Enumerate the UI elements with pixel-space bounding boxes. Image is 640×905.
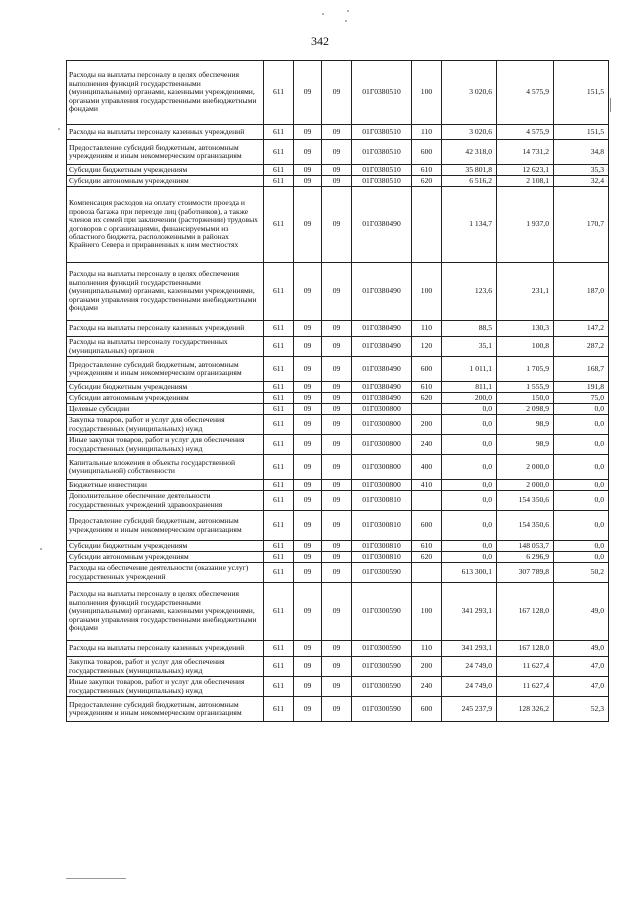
- cell-amount-plan: 811,1: [442, 382, 497, 393]
- cell-target-article: 01Г0300800: [352, 480, 412, 491]
- cell-amount-actual: 2 000,0: [497, 455, 554, 480]
- cell-expense-type: 100: [412, 263, 442, 321]
- cell-amount-plan: 1 011,1: [442, 357, 497, 382]
- cell-expense-type: 620: [412, 552, 442, 563]
- cell-percent: 49,0: [554, 583, 609, 641]
- table-row: [67, 455, 609, 480]
- cell-ved-code: 611: [264, 677, 294, 697]
- cell-target-article: 01Г0300590: [352, 583, 412, 641]
- table-row: [67, 321, 609, 337]
- cell-expense-type: 600: [412, 511, 442, 541]
- table-row: [67, 393, 609, 404]
- cell-section-code: 09: [294, 357, 322, 382]
- table-row: [67, 511, 609, 541]
- cell-subsection-code: 09: [322, 552, 352, 563]
- cell-amount-plan: 35 801,8: [442, 165, 497, 176]
- cell-amount-plan: 0,0: [442, 511, 497, 541]
- cell-amount-plan: 35,1: [442, 337, 497, 357]
- cell-expense-type: 610: [412, 541, 442, 552]
- cell-subsection-code: 09: [322, 263, 352, 321]
- cell-percent: 0,0: [554, 541, 609, 552]
- cell-section-code: 09: [294, 187, 322, 263]
- row-name: Капитальные вложения в объекты государственной (муниципальной) собственности: [67, 455, 264, 480]
- row-name: Расходы на выплаты персоналу в целях обеспечения выполнения функций государственными (муниципальными) органами, казенными учреждениями, органами управления государственными внебюджетными фондами: [67, 263, 264, 321]
- cell-subsection-code: 09: [322, 641, 352, 657]
- cell-ved-code: 611: [264, 393, 294, 404]
- table-row: [67, 435, 609, 455]
- cell-subsection-code: 09: [322, 480, 352, 491]
- cell-expense-type: 620: [412, 176, 442, 187]
- cell-amount-actual: 1 555,9: [497, 382, 554, 393]
- cell-subsection-code: 09: [322, 321, 352, 337]
- cell-subsection-code: 09: [322, 61, 352, 125]
- cell-target-article: 01Г0380510: [352, 125, 412, 140]
- table-row: [67, 677, 609, 697]
- cell-target-article: 01Г0380510: [352, 61, 412, 125]
- cell-percent: 147,2: [554, 321, 609, 337]
- cell-ved-code: 611: [264, 176, 294, 187]
- cell-subsection-code: 09: [322, 187, 352, 263]
- cell-amount-actual: 98,9: [497, 435, 554, 455]
- cell-target-article: 01Г0300810: [352, 552, 412, 563]
- table-row: [67, 491, 609, 511]
- cell-target-article: 01Г0380490: [352, 187, 412, 263]
- cell-section-code: 09: [294, 393, 322, 404]
- cell-expense-type: 200: [412, 657, 442, 677]
- cell-ved-code: 611: [264, 263, 294, 321]
- row-name: Расходы на выплаты персоналу казенных учреждений: [67, 125, 264, 140]
- margin-mark: [610, 98, 611, 112]
- row-name: Иные закупки товаров, работ и услуг для обеспечения государственных (муниципальных) нужд: [67, 435, 264, 455]
- cell-ved-code: 611: [264, 641, 294, 657]
- cell-percent: 0,0: [554, 404, 609, 415]
- cell-subsection-code: 09: [322, 140, 352, 165]
- cell-amount-actual: 4 575,9: [497, 61, 554, 125]
- cell-target-article: 01Г0380490: [352, 337, 412, 357]
- cell-amount-actual: 231,1: [497, 263, 554, 321]
- cell-amount-plan: 123,6: [442, 263, 497, 321]
- cell-expense-type: 240: [412, 677, 442, 697]
- table-row: [67, 140, 609, 165]
- budget-table: [66, 60, 609, 722]
- cell-subsection-code: 09: [322, 511, 352, 541]
- cell-subsection-code: 09: [322, 583, 352, 641]
- cell-amount-actual: 154 350,6: [497, 511, 554, 541]
- cell-subsection-code: 09: [322, 415, 352, 435]
- cell-ved-code: 611: [264, 697, 294, 722]
- cell-ved-code: 611: [264, 187, 294, 263]
- cell-ved-code: 611: [264, 404, 294, 415]
- row-name: Закупка товаров, работ и услуг для обеспечения государственных (муниципальных) нужд: [67, 657, 264, 677]
- row-name: Иные закупки товаров, работ и услуг для обеспечения государственных (муниципальных) нужд: [67, 677, 264, 697]
- cell-target-article: 01Г0380510: [352, 140, 412, 165]
- table-row: [67, 480, 609, 491]
- cell-subsection-code: 09: [322, 435, 352, 455]
- row-name: Расходы на выплаты персоналу государственных (муниципальных) органов: [67, 337, 264, 357]
- cell-percent: 75,0: [554, 393, 609, 404]
- cell-section-code: 09: [294, 583, 322, 641]
- cell-amount-actual: 14 731,2: [497, 140, 554, 165]
- table-row: [67, 125, 609, 140]
- cell-expense-type: 620: [412, 393, 442, 404]
- cell-section-code: 09: [294, 657, 322, 677]
- cell-target-article: 01Г0300800: [352, 415, 412, 435]
- cell-amount-actual: 12 623,1: [497, 165, 554, 176]
- cell-section-code: 09: [294, 140, 322, 165]
- cell-amount-plan: 24 749,0: [442, 657, 497, 677]
- cell-subsection-code: 09: [322, 404, 352, 415]
- cell-amount-plan: 42 318,0: [442, 140, 497, 165]
- table-body: [67, 61, 609, 722]
- cell-percent: 49,0: [554, 641, 609, 657]
- cell-target-article: 01Г0380490: [352, 321, 412, 337]
- row-name: Субсидии бюджетным учреждениям: [67, 541, 264, 552]
- cell-target-article: 01Г0380510: [352, 165, 412, 176]
- table-row: [67, 176, 609, 187]
- cell-percent: 47,0: [554, 657, 609, 677]
- cell-target-article: 01Г0380490: [352, 382, 412, 393]
- page-number: 342: [311, 34, 329, 48]
- cell-ved-code: 611: [264, 337, 294, 357]
- cell-amount-actual: 11 627,4: [497, 657, 554, 677]
- scan-speck: [40, 548, 42, 550]
- cell-percent: 0,0: [554, 435, 609, 455]
- row-name: Бюджетные инвестиции: [67, 480, 264, 491]
- cell-section-code: 09: [294, 552, 322, 563]
- cell-expense-type: 110: [412, 125, 442, 140]
- cell-amount-plan: 88,5: [442, 321, 497, 337]
- cell-amount-actual: 154 350,6: [497, 491, 554, 511]
- cell-ved-code: 611: [264, 583, 294, 641]
- cell-amount-actual: 100,8: [497, 337, 554, 357]
- cell-ved-code: 611: [264, 165, 294, 176]
- cell-section-code: 09: [294, 435, 322, 455]
- cell-subsection-code: 09: [322, 165, 352, 176]
- cell-section-code: 09: [294, 337, 322, 357]
- cell-ved-code: 611: [264, 140, 294, 165]
- cell-subsection-code: 09: [322, 455, 352, 480]
- table-row: [67, 563, 609, 583]
- cell-ved-code: 611: [264, 563, 294, 583]
- cell-percent: 0,0: [554, 415, 609, 435]
- row-name: Целевые субсидии: [67, 404, 264, 415]
- cell-amount-plan: 0,0: [442, 480, 497, 491]
- cell-percent: 32,4: [554, 176, 609, 187]
- cell-subsection-code: 09: [322, 125, 352, 140]
- cell-amount-actual: 2 000,0: [497, 480, 554, 491]
- cell-section-code: 09: [294, 165, 322, 176]
- row-name: Расходы на выплаты персоналу казенных учреждений: [67, 641, 264, 657]
- cell-expense-type: [412, 404, 442, 415]
- cell-target-article: 01Г0300590: [352, 697, 412, 722]
- cell-amount-actual: 2 098,9: [497, 404, 554, 415]
- cell-amount-actual: 128 326,2: [497, 697, 554, 722]
- cell-ved-code: 611: [264, 415, 294, 435]
- table-row: [67, 657, 609, 677]
- cell-target-article: 01Г0300590: [352, 677, 412, 697]
- cell-percent: 35,3: [554, 165, 609, 176]
- cell-expense-type: [412, 491, 442, 511]
- table-row: [67, 697, 609, 722]
- cell-ved-code: 611: [264, 357, 294, 382]
- row-name: Дополнительное обеспечение деятельности государственных учреждений здравоохранения: [67, 491, 264, 511]
- cell-percent: 168,7: [554, 357, 609, 382]
- cell-amount-plan: 0,0: [442, 435, 497, 455]
- table-row: [67, 165, 609, 176]
- cell-amount-plan: 200,0: [442, 393, 497, 404]
- cell-amount-actual: 1 705,9: [497, 357, 554, 382]
- cell-section-code: 09: [294, 263, 322, 321]
- cell-expense-type: 410: [412, 480, 442, 491]
- cell-section-code: 09: [294, 455, 322, 480]
- scan-speck: [347, 10, 349, 12]
- cell-target-article: 01Г0300810: [352, 511, 412, 541]
- cell-expense-type: 110: [412, 321, 442, 337]
- cell-expense-type: 610: [412, 165, 442, 176]
- cell-target-article: 01Г0300800: [352, 435, 412, 455]
- cell-expense-type: 400: [412, 455, 442, 480]
- cell-subsection-code: 09: [322, 657, 352, 677]
- cell-section-code: 09: [294, 415, 322, 435]
- cell-amount-actual: 167 128,0: [497, 641, 554, 657]
- cell-amount-actual: 98,9: [497, 415, 554, 435]
- scan-speck: [322, 13, 324, 15]
- cell-percent: 0,0: [554, 552, 609, 563]
- table-row: [67, 583, 609, 641]
- cell-percent: 187,0: [554, 263, 609, 321]
- cell-ved-code: 611: [264, 552, 294, 563]
- cell-target-article: 01Г0300590: [352, 657, 412, 677]
- cell-subsection-code: 09: [322, 697, 352, 722]
- table-row: [67, 404, 609, 415]
- cell-ved-code: 611: [264, 491, 294, 511]
- row-name: Субсидии автономным учреждениям: [67, 393, 264, 404]
- cell-section-code: 09: [294, 176, 322, 187]
- cell-section-code: 09: [294, 61, 322, 125]
- cell-subsection-code: 09: [322, 563, 352, 583]
- row-name: Субсидии автономным учреждениям: [67, 552, 264, 563]
- table-row: [67, 263, 609, 321]
- cell-amount-plan: 0,0: [442, 552, 497, 563]
- cell-expense-type: 610: [412, 382, 442, 393]
- cell-section-code: 09: [294, 491, 322, 511]
- cell-ved-code: 611: [264, 455, 294, 480]
- cell-amount-plan: 0,0: [442, 455, 497, 480]
- cell-subsection-code: 09: [322, 541, 352, 552]
- cell-subsection-code: 09: [322, 176, 352, 187]
- cell-ved-code: 611: [264, 61, 294, 125]
- cell-target-article: 01Г0380490: [352, 357, 412, 382]
- cell-amount-actual: 1 937,0: [497, 187, 554, 263]
- cell-ved-code: 611: [264, 321, 294, 337]
- cell-expense-type: 120: [412, 337, 442, 357]
- cell-amount-actual: 11 627,4: [497, 677, 554, 697]
- cell-section-code: 09: [294, 404, 322, 415]
- cell-amount-plan: 0,0: [442, 404, 497, 415]
- cell-section-code: 09: [294, 677, 322, 697]
- table-row: [67, 61, 609, 125]
- cell-percent: 170,7: [554, 187, 609, 263]
- row-name: Субсидии бюджетным учреждениям: [67, 165, 264, 176]
- row-name: Предоставление субсидий бюджетным, автономным учреждениям и иным некоммерческим организациям: [67, 357, 264, 382]
- cell-amount-actual: 167 128,0: [497, 583, 554, 641]
- cell-target-article: 01Г0380490: [352, 393, 412, 404]
- cell-target-article: 01Г0380510: [352, 176, 412, 187]
- cell-amount-plan: 613 300,1: [442, 563, 497, 583]
- row-name: Субсидии бюджетным учреждениям: [67, 382, 264, 393]
- table-row: [67, 337, 609, 357]
- scan-speck: [58, 128, 60, 130]
- footnote-divider: [66, 878, 126, 879]
- cell-amount-actual: 4 575,9: [497, 125, 554, 140]
- cell-ved-code: 611: [264, 480, 294, 491]
- cell-percent: 191,8: [554, 382, 609, 393]
- cell-amount-plan: 341 293,1: [442, 583, 497, 641]
- cell-section-code: 09: [294, 480, 322, 491]
- cell-expense-type: 200: [412, 415, 442, 435]
- cell-amount-actual: 148 053,7: [497, 541, 554, 552]
- cell-amount-plan: 24 749,0: [442, 677, 497, 697]
- row-name: Предоставление субсидий бюджетным, автономным учреждениям и иным некоммерческим организациям: [67, 697, 264, 722]
- cell-section-code: 09: [294, 125, 322, 140]
- cell-subsection-code: 09: [322, 491, 352, 511]
- cell-amount-actual: 150,0: [497, 393, 554, 404]
- cell-amount-plan: 3 020,6: [442, 125, 497, 140]
- cell-section-code: 09: [294, 321, 322, 337]
- cell-ved-code: 611: [264, 382, 294, 393]
- cell-amount-actual: 2 108,1: [497, 176, 554, 187]
- cell-percent: 34,8: [554, 140, 609, 165]
- row-name: Расходы на выплаты персоналу казенных учреждений: [67, 321, 264, 337]
- cell-expense-type: 110: [412, 641, 442, 657]
- cell-target-article: 01Г0300810: [352, 541, 412, 552]
- cell-section-code: 09: [294, 697, 322, 722]
- cell-ved-code: 611: [264, 657, 294, 677]
- cell-percent: 0,0: [554, 480, 609, 491]
- cell-section-code: 09: [294, 563, 322, 583]
- cell-target-article: 01Г0380490: [352, 263, 412, 321]
- cell-expense-type: 100: [412, 583, 442, 641]
- cell-amount-plan: 0,0: [442, 415, 497, 435]
- cell-target-article: 01Г0300810: [352, 491, 412, 511]
- cell-amount-plan: 3 020,6: [442, 61, 497, 125]
- row-name: Субсидии автономным учреждениям: [67, 176, 264, 187]
- cell-section-code: 09: [294, 541, 322, 552]
- cell-amount-plan: 0,0: [442, 541, 497, 552]
- cell-subsection-code: 09: [322, 337, 352, 357]
- cell-amount-actual: 307 789,8: [497, 563, 554, 583]
- cell-expense-type: 100: [412, 61, 442, 125]
- cell-expense-type: 600: [412, 357, 442, 382]
- scan-speck: [345, 20, 347, 22]
- table-row: [67, 641, 609, 657]
- row-name: Предоставление субсидий бюджетным, автономным учреждениям и иным некоммерческим организациям: [67, 511, 264, 541]
- row-name: Расходы на обеспечение деятельности (оказание услуг) государственных учреждений: [67, 563, 264, 583]
- cell-amount-plan: 6 516,2: [442, 176, 497, 187]
- table-row: [67, 382, 609, 393]
- cell-percent: 50,2: [554, 563, 609, 583]
- cell-amount-actual: 6 296,9: [497, 552, 554, 563]
- cell-percent: 0,0: [554, 511, 609, 541]
- table-row: [67, 415, 609, 435]
- cell-expense-type: 600: [412, 140, 442, 165]
- cell-expense-type: 600: [412, 697, 442, 722]
- cell-amount-plan: 245 237,9: [442, 697, 497, 722]
- cell-subsection-code: 09: [322, 677, 352, 697]
- table-row: [67, 357, 609, 382]
- cell-expense-type: 240: [412, 435, 442, 455]
- cell-subsection-code: 09: [322, 357, 352, 382]
- cell-percent: 151,5: [554, 125, 609, 140]
- row-name: Закупка товаров, работ и услуг для обеспечения государственных (муниципальных) нужд: [67, 415, 264, 435]
- cell-percent: 151,5: [554, 61, 609, 125]
- cell-section-code: 09: [294, 511, 322, 541]
- cell-target-article: 01Г0300590: [352, 641, 412, 657]
- cell-section-code: 09: [294, 382, 322, 393]
- cell-ved-code: 611: [264, 435, 294, 455]
- row-name: Расходы на выплаты персоналу в целях обеспечения выполнения функций государственными (муниципальными) органами, казенными учреждениями, органами управления государственными внебюджетными фондами: [67, 61, 264, 125]
- cell-subsection-code: 09: [322, 393, 352, 404]
- table-row: [67, 552, 609, 563]
- cell-amount-actual: 130,3: [497, 321, 554, 337]
- cell-subsection-code: 09: [322, 382, 352, 393]
- cell-target-article: 01Г0300800: [352, 404, 412, 415]
- cell-amount-plan: 1 134,7: [442, 187, 497, 263]
- cell-ved-code: 611: [264, 511, 294, 541]
- cell-amount-plan: 341 293,1: [442, 641, 497, 657]
- cell-percent: 0,0: [554, 455, 609, 480]
- cell-section-code: 09: [294, 641, 322, 657]
- cell-amount-plan: 0,0: [442, 491, 497, 511]
- table-row: [67, 541, 609, 552]
- cell-ved-code: 611: [264, 541, 294, 552]
- cell-percent: 287,2: [554, 337, 609, 357]
- row-name: Расходы на выплаты персоналу в целях обеспечения выполнения функций государственными (муниципальными) органами, казенными учреждениями, органами управления государственными внебюджетными фондами: [67, 583, 264, 641]
- cell-expense-type: [412, 563, 442, 583]
- cell-target-article: 01Г0300590: [352, 563, 412, 583]
- cell-percent: 52,3: [554, 697, 609, 722]
- cell-percent: 0,0: [554, 491, 609, 511]
- cell-target-article: 01Г0300800: [352, 455, 412, 480]
- cell-expense-type: [412, 187, 442, 263]
- table-row: [67, 187, 609, 263]
- row-name: Предоставление субсидий бюджетным, автономным учреждениям и иным некоммерческим организациям: [67, 140, 264, 165]
- cell-percent: 47,0: [554, 677, 609, 697]
- row-name: Компенсация расходов на оплату стоимости проезда и провоза багажа при переезде лиц (работников), а также членов их семей при заключении (расторжении) трудовых договоров с организациями, финансируемыми из областного бюджета, расположенными в районах Крайнего Севера и приравненных к ним местностях: [67, 187, 264, 263]
- cell-ved-code: 611: [264, 125, 294, 140]
